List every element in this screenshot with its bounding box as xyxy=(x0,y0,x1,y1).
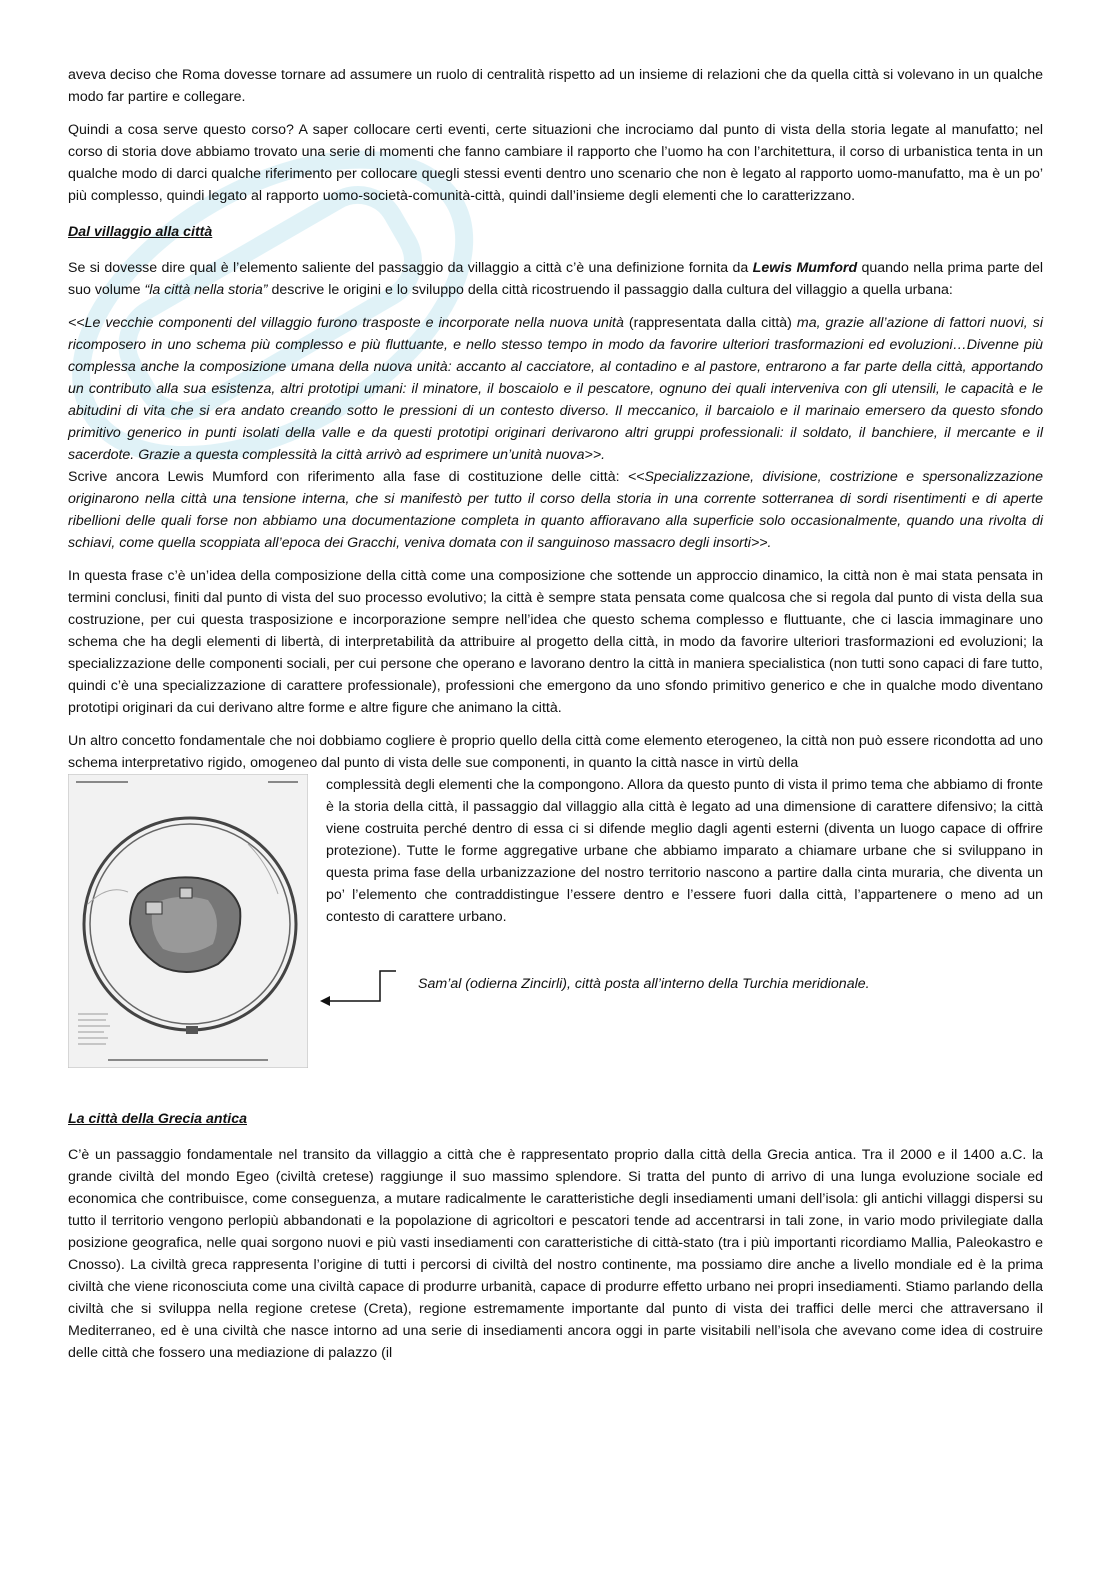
intro-paragraph-2: Quindi a cosa serve questo corso? A saper collocare certi eventi, certe situazioni che incrociamo dal punto di vista della storia legate al manufatto; nel corso di storia dove abbiamo trovato una serie di momenti che fanno cambiare il rapporto che l’uomo ha con l’architettura, il corso di urbanistica tenta in un qualche modo di darci qualche riferimento per collocare quegli stessi eventi dentro uno scenario che non è legato al rapporto uomo-manufatto, ma è un po’ più complesso, quindi legato al rapporto uomo-società-comunità-città, quindi dall’insieme degli elementi che lo caratterizzano. xyxy=(68,122,1043,204)
book-title: “la città nella storia” xyxy=(144,282,268,298)
section-heading-grecia: La città della Grecia antica xyxy=(68,1111,247,1127)
arrow-left-icon xyxy=(318,969,398,1009)
mumford-intro-paragraph: Se si dovesse dire qual è l’elemento saliente del passaggio da villaggio a città c’è una definizione fornita da Lewis Mumford quando nella prima parte del suo volume “la città nella storia” descrive le origini e lo sviluppo della città ricostruendo il passaggio dalla cultura del villaggio a quella urbana: xyxy=(68,260,1043,298)
heterogeneous-city-paragraph-wrap: complessità degli elementi che la compongono. Allora da questo punto di vista il primo tema che abbiamo di fronte è la storia della città, il passaggio dal villaggio alla città è legato ad una dimensione di carattere difensivo; la città viene costruita perché dentro di essa ci si difende meglio dagli agenti esterni (diventa un luogo capace di offrire protezione). Tutte le forme aggregative urbane che abbiamo imparato a chiamare urbane che si sviluppano in questa prima fase della urbanizzazione del nostro territorio nascono a partire dalla cinta muraria, che diventa un po’ l’elemento che contraddistingue l’essere dentro e l’essere fuori dalla città, l’appartenere o meno ad un contesto di carattere urbano. xyxy=(326,777,1043,925)
analysis-paragraph: In questa frase c’è un’idea della composizione della città come una composizione che sottende un approccio dinamico, la città non è mai stata pensata in termini conclusi, finiti dal punto di vista del suo processo evolutivo; la città è sempre stata pensata come qualcosa che si regola dal punto di vista della sua costruzione, per cui questa trasposizione e incorporazione sempre nell’idea che questo schema complesso e fluttuante, che ci lascia immaginare uno schema che ha degli elementi di libertà, di interpretabilità da attribuire al progetto della città, in modo da favorire ulteriori trasformazioni ed evoluzioni; la specializzazione delle componenti sociali, per cui persone che operano e lavorano dentro la città in maniera specialistica (non tutti sono capaci di fare tutto, quindi c’è una specializzazione di carattere professionale), professioni che emergono da uno sfondo primitivo generico e che in qualche modo diventano prototipi originari da cui derivano altre forme e altre figure che animano la città. xyxy=(68,568,1043,716)
intro-paragraph-1: aveva deciso che Roma dovesse tornare ad assumere un ruolo di centralità rispetto ad un insieme di relazioni che da quella città si volevano in un qualche modo far partire e collegare. xyxy=(68,67,1043,105)
figure-caption-row xyxy=(68,939,1043,999)
mumford-quote-paragraph: <<Le vecchie componenti del villaggio furono trasposte e incorporate nella nuova unità (rappresentata dalla città) ma, grazie all’azione di fattori nuovi, si ricomposero in uno schema più complesso e più fluttuante, e nello stesso tempo in modo da favorire ulteriori trasformazioni ed evoluzioni…Divenne più complessa anche la composizione umana della nuova unità: accanto al cacciatore, al contadino e al pastore, entrarono a far parte della città, apportando un contributo alla sua esistenza, altri prototipi umani: il minatore, il boscaiolo e il pescatore, ognuno dei quali interveniva con gli utensili, le capacità e le abitudini di vita che si era andato creando sotto le pressioni di un contesto diverso. Il meccanico, il barcaiolo e il marinaio emersero da questo sfondo primitivo generico in punti isolati della valle e da questi prototipi originari derivarono altri gruppi professionali: il soldato, il banchiere, il mercante e il sacerdote. Grazie a questa complessità la città arrivò ad esprimere un’unità nuova>>. Scrive ancora Lewis Mumford con riferimento alla fase di costituzione delle città: <<Specializzazione, divisione, costrizione e spersonalizzazione originarono nella città una tensione interna, che si manifestò per tutto il corso della storia in una corrente sotterranea di sordi risentimenti e di aperte ribellioni delle quali forse non abbiamo una documentazione completa in quanto affioravano alla superficie solo occasionalmente, quando una rivolta di schiavi, come quella scoppiata all’epoca dei Gracchi, veniva domata con il sanguinoso massacro degli insorti>>. xyxy=(68,315,1043,551)
samal-plan-illustration xyxy=(68,774,308,1068)
grecia-paragraph: C’è un passaggio fondamentale nel transito da villaggio a città che è rappresentato proprio dalla città della Grecia antica. Tra il 2000 e il 1400 a.C. la grande civiltà del mondo Egeo (civiltà cretese) raggiunge il suo massimo splendore. Si tratta del punto di arrivo di una lunga evoluzione sociale ed economica che contribuisce, come conseguenza, a mutare radicalmente le caratteristiche degli insediamenti umani dell’isola: gli antichi villaggi dispersi su tutto il territorio vengono perlopiù abbandonati e la popolazione di agricoltori e pescatori tende ad accentrarsi in tali zone, in vario modo privilegiate dalla posizione geografica, nelle quai sorgono nuovi e più vasti insediamenti con caratteristiche di città-stato (tra i più importanti ricordiamo Mallia, Paleokastro e Cnosso). La civiltà greca rappresenta l’origine di tutti i percorsi di civiltà del nostro continente, ma possiamo dire anche a livello mondiale ed è la prima civiltà che viene riconosciuta come una civiltà capace di produrre urbanità, capace di produrre effetto urbano nei propri insediamenti. Stiamo parlando della civiltà che si sviluppa nella regione cretese (Creta), regione estremamente importante dal punto di vista dei traffici delle merci che attraversano il Mediterraneo, ed è una civiltà che nasce intorno ad una serie di insediamenti ancora oggi in parte visitabili nell’isola che avevano come idea di costruire delle città che fossero una mediazione di palazzo (il xyxy=(68,1147,1043,1361)
section-heading-villaggio: Dal villaggio alla città xyxy=(68,224,213,240)
figure-caption: Sam’al (odierna Zincirli), città posta all’interno della Turchia meridionale. xyxy=(418,976,870,992)
document-page xyxy=(68,64,1043,1375)
heterogeneous-city-paragraph-top: Un altro concetto fondamentale che noi dobbiamo cogliere è proprio quello della città come elemento eterogeneo, la città non può essere ricondotta ad uno schema interpretativo rigido, omogeneo dal punto di vista delle sue componenti, in quanto la città nasce in virtù della xyxy=(68,733,1043,771)
samal-city-plan-figure xyxy=(68,774,308,1068)
quote2-text: <<Specializzazione, divisione, costrizione e spersonalizzazione originarono nella città una tensione interna, che si manifestò per tutto il corso della storia in una corrente sotterranea di sordi risentimenti e di aperte ribellioni delle quali forse non abbiamo una documentazione completa in quanto affioravano alla superficie solo occasionalmente, quando una rivolta di schiavi, come quella scoppiata all’epoca dei Gracchi, veniva domata con il sanguinoso massacro degli insorti>>. xyxy=(68,469,1043,551)
quote2-intro: Scrive ancora Lewis Mumford con riferimento alla fase di costituzione delle città: xyxy=(68,469,628,485)
author-name: Lewis Mumford xyxy=(752,260,858,276)
